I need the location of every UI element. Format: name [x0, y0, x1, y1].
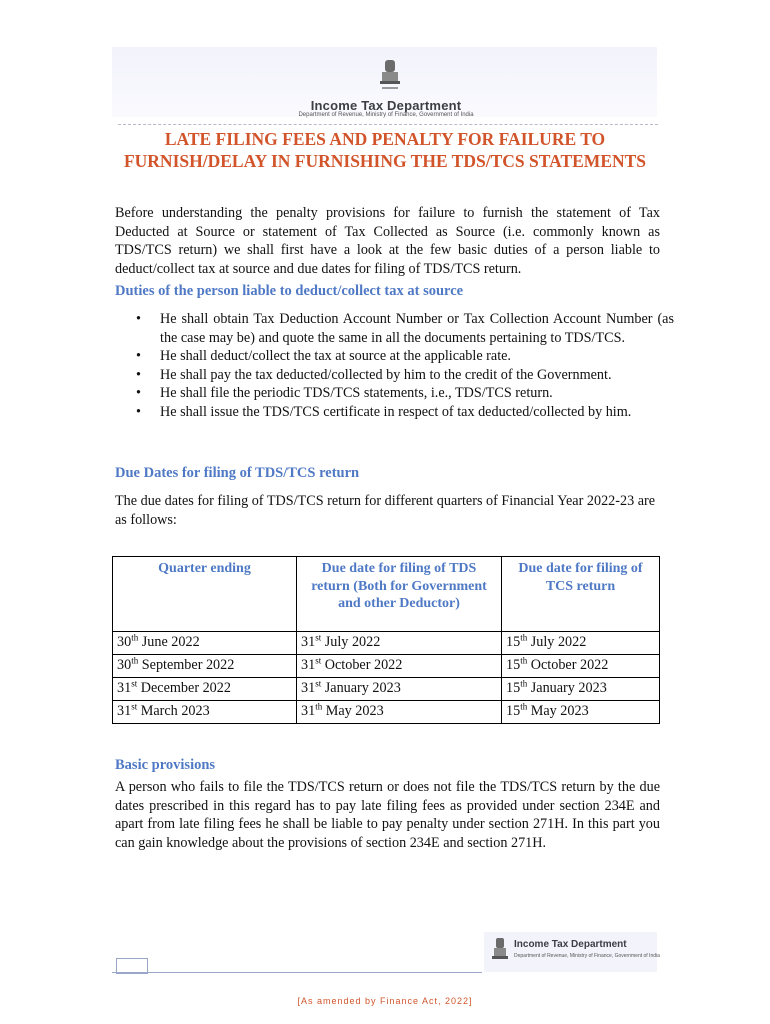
date-day: 31 — [117, 680, 132, 696]
emblem-icon — [489, 936, 511, 966]
list-item: • He shall issue the TDS/TCS certificate in respect of tax deducted/collected by him. — [136, 403, 632, 420]
table-cell — [297, 678, 502, 701]
footer-divider — [112, 972, 482, 973]
table-cell — [502, 632, 660, 655]
date-day: 15 — [506, 657, 521, 673]
header-department: Income Tax Department — [310, 98, 462, 113]
date-rest: May 2023 — [527, 703, 589, 719]
list-item: • He shall obtain Tax Deduction Account Number or Tax Collection Account Number (as the case may be) and quote the same in all the documents pertaining to TDS/TCS. — [136, 311, 674, 346]
date-rest: October 2022 — [321, 657, 403, 673]
date-rest: October 2022 — [527, 657, 609, 673]
table-cell — [113, 701, 297, 724]
date-rest: December 2022 — [137, 680, 231, 696]
list-item: • He shall pay the tax deducted/collected by him to the credit of the Government. — [136, 366, 612, 383]
due-dates-table — [112, 556, 660, 724]
table-cell — [113, 678, 297, 701]
table-row — [113, 701, 660, 724]
date-day: 31 — [301, 634, 316, 650]
page-title — [100, 128, 670, 172]
table-row — [113, 678, 660, 701]
bullet-icon: • — [136, 348, 141, 365]
date-suffix: th — [520, 701, 528, 712]
date-rest: September 2022 — [138, 657, 235, 673]
date-day: 30 — [117, 634, 132, 650]
due-dates-intro: The due dates for filing of TDS/TCS return for different quarters of Financial Year 2022-23 are as follows: — [115, 493, 656, 528]
date-suffix: th — [131, 632, 139, 643]
date-rest: March 2023 — [137, 703, 210, 719]
date-day: 31 — [117, 703, 132, 719]
date-day: 15 — [506, 680, 521, 696]
bullet-icon: • — [136, 385, 141, 402]
table-row — [113, 655, 660, 678]
list-item: • He shall file the periodic TDS/TCS statements, i.e., TDS/TCS return. — [136, 385, 553, 402]
table-cell — [297, 701, 502, 724]
date-day: 15 — [506, 703, 521, 719]
intro-paragraph: Before understanding the penalty provisions for failure to furnish the statement of Tax Deducted at Source or statement of Tax Collected as Source (i.e. commonly known as TDS/TCS return) we shall first have a look at the few basic duties of a person liable to deduct/collect tax at source and due dates for filing of TDS/TCS return. — [115, 205, 660, 277]
date-suffix: st — [315, 655, 322, 666]
date-rest: June 2022 — [138, 634, 200, 650]
date-rest: January 2023 — [321, 680, 401, 696]
duties-heading: Duties of the person liable to deduct/collect tax at source — [115, 283, 464, 299]
date-day: 31 — [301, 703, 316, 719]
column-header: Due date for filing of TDS return (Both for Government and other Deductor) — [297, 557, 502, 632]
title-line-1: LATE FILING FEES AND PENALTY FOR FAILURE TO — [164, 129, 606, 149]
table-cell — [502, 655, 660, 678]
date-suffix: st — [315, 678, 322, 689]
date-rest: July 2022 — [321, 634, 381, 650]
table-cell — [502, 678, 660, 701]
footer-department: Income Tax Department — [514, 939, 627, 950]
table-row — [113, 632, 660, 655]
duties-list — [136, 310, 674, 422]
footer-note: [As amended by Finance Act, 2022] — [297, 996, 473, 1006]
date-rest: July 2022 — [527, 634, 587, 650]
basic-heading: Basic provisions — [115, 757, 216, 773]
header-divider — [118, 124, 658, 125]
date-rest: January 2023 — [527, 680, 607, 696]
date-day: 30 — [117, 657, 132, 673]
emblem-icon — [376, 58, 404, 94]
date-suffix: th — [520, 632, 528, 643]
column-header: Quarter ending — [113, 557, 297, 632]
table-cell — [297, 655, 502, 678]
date-suffix: st — [315, 632, 322, 643]
date-suffix: th — [131, 655, 139, 666]
table-cell — [113, 632, 297, 655]
title-line-2: FURNISH/DELAY IN FURNISHING THE TDS/TCS STATEMENTS — [123, 151, 647, 171]
due-dates-heading: Due Dates for filing of TDS/TCS return — [115, 465, 360, 481]
table-cell — [297, 632, 502, 655]
date-day: 31 — [301, 680, 316, 696]
column-header: Due date for filing of TCS return — [502, 557, 660, 632]
table-cell — [502, 701, 660, 724]
bullet-icon: • — [136, 366, 141, 383]
date-day: 15 — [506, 634, 521, 650]
date-day: 31 — [301, 657, 316, 673]
date-suffix: st — [131, 701, 138, 712]
date-suffix: st — [131, 678, 138, 689]
footer-subtitle: Department of Revenue, Ministry of Finance, Government of India — [514, 953, 660, 959]
table-cell — [113, 655, 297, 678]
bullet-icon: • — [136, 403, 141, 420]
date-suffix: th — [520, 655, 528, 666]
basic-paragraph: A person who fails to file the TDS/TCS return or does not file the TDS/TCS return by the due dates prescribed in this regard has to pay late filing fees as provided under section 234E and apart from late filing fees he shall be liable to pay penalty under section 271H. In this part you can gain knowledge about the provisions of section 234E and section 271H. — [115, 779, 660, 851]
header-subtitle: Department of Revenue, Ministry of Finance, Government of India — [298, 112, 474, 118]
date-suffix: th — [520, 678, 528, 689]
list-item: • He shall deduct/collect the tax at source at the applicable rate. — [136, 348, 511, 365]
table-header-row — [113, 557, 660, 632]
date-suffix: th — [315, 701, 323, 712]
date-rest: May 2023 — [322, 703, 384, 719]
bullet-icon: • — [136, 311, 141, 327]
